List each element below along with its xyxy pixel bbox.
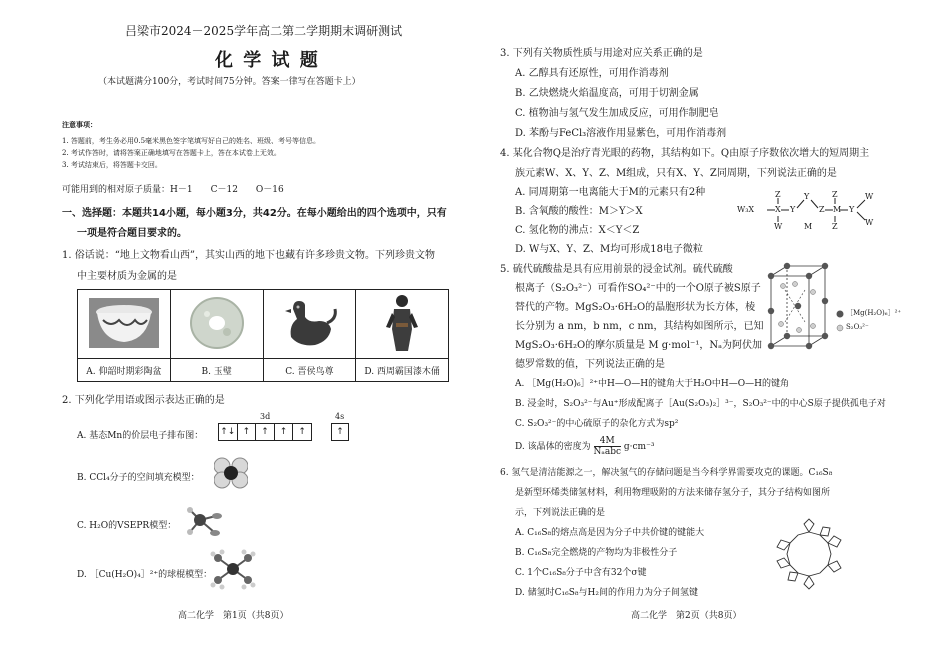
q6-stem-line1: 6. 氢气是清洁能源之一，解决氢气的存储问题是当今科学界需要攻克的课题。C₁₆S₈ (500, 468, 833, 478)
q4-y-top: Y (804, 192, 810, 201)
q5-stem-line1: 5. 硫代硫酸盐是具有应用前景的浸金试剂。硫代硫酸 (500, 264, 733, 275)
legend-mg-marker (836, 310, 844, 318)
q4-w3x: W₃X (737, 205, 755, 214)
orbital-3d-box-1: ↑↓ (219, 424, 238, 440)
q4-z-top: Z (775, 190, 781, 199)
q4-z-bottom: Z (832, 222, 838, 231)
q6-stem-line2: 是新型环烯类储氢材料，利用物理吸附的方法来储存氢分子，其分子结构如图所 (515, 488, 831, 498)
orbital-3d-diagram (218, 423, 312, 441)
q4-option-a: A. 同周期第一电离能大于M的元素只有2种 (515, 187, 706, 198)
note-1: 1. 答题前，考生务必用0.5毫米黑色签字笔填写好自己的姓名、班级、考号等信息。 (62, 137, 321, 145)
section-heading-line1: 一、选择题：本题共14小题，每小题3分，共42分。在每小题给出的四个选项中，只有 (62, 208, 447, 219)
q1-option-c-cell[interactable] (264, 290, 357, 381)
q4-y-right: Y (849, 205, 855, 214)
q2-option-c: C. H₂O的VSEPR模型： (77, 521, 177, 531)
q1-option-a-cell[interactable] (78, 290, 171, 381)
q6-option-d: D. 储氢时C₁₆S₈与H₂间的作用力为分子间氢键 (515, 588, 698, 598)
orbital-3d-box-2: ↑ (238, 424, 257, 440)
ccl4-space-filling-model (214, 456, 248, 490)
orbital-4s-box: ↑ (336, 427, 344, 437)
q5-stem-line5: MgS₂O₃·6H₂O的摩尔质量是 M g·mol⁻¹，Nₐ为阿伏加 (515, 340, 762, 351)
q5-stem-line2: 根离子（S₂O₃²⁻）可看作SO₄²⁻中的一个O原子被S原子 (515, 283, 761, 294)
orbital-4s-diagram (331, 423, 349, 441)
right-page (475, 0, 950, 650)
note-2: 2. 考试作答时，请将答案正确地填写在答题卡上，答在本试卷上无效。 (62, 149, 281, 157)
q5-stem-line6: 德罗常数的值，下列说法正确的是 (515, 359, 665, 370)
legend-mg-label: ［Mg(H₂O)₆］²⁺ (846, 309, 902, 317)
q5-density-numerator: 4M (594, 436, 622, 447)
right-page-footer: 高二化学 第2页（共8页） (631, 611, 742, 621)
notes-title: 注意事项： (62, 121, 97, 129)
exam-title: 吕梁市2024－2025学年高二第二学期期末调研测试 (125, 24, 403, 38)
jade-disc-image (187, 296, 247, 350)
atomic-masses: 可能用到的相对原子质量：H－1 C－12 O－16 (62, 185, 284, 195)
left-page-footer: 高二化学 第1页（共8页） (178, 611, 289, 621)
q4-m: M (833, 205, 842, 214)
q1-stem-line2: 中主要材质为金属的是 (77, 271, 177, 282)
q5-density-denominator: Nₐabc (593, 447, 622, 457)
q6-option-b: B. C₁₆S₈完全燃烧的产物均为非极性分子 (515, 548, 678, 558)
q3-stem: 3. 下列有关物质性质与用途对应关系正确的是 (500, 48, 703, 59)
q3-option-b: B. 乙炔燃烧火焰温度高，可用于切割金属 (515, 88, 699, 99)
q4-option-c: C. 氢化物的沸点：X＜Y＜Z (515, 225, 640, 236)
bird-vessel-image (279, 295, 339, 351)
q4-z-mid: Z (819, 205, 825, 214)
pottery-basin-image (89, 298, 159, 348)
q5-option-b: B. 浸金时，S₂O₃²⁻与Au⁺形成配离子［Au(S₂O₃)₂］³⁻，S₂O₃²⁻中的中心S原子提供孤电子对 (515, 399, 886, 409)
q4-y-left: Y (790, 205, 796, 214)
q6-stem-line3: 示，下列说法正确的是 (515, 508, 606, 518)
cu-water-ball-stick-model (210, 548, 256, 590)
q5-option-d (515, 436, 654, 457)
q1-relic-table (77, 289, 449, 382)
q2-option-b: B. CCl₄分子的空间填充模型： (77, 473, 200, 483)
legend-s2o3-marker (836, 324, 844, 332)
q1-option-b-label: B. 玉璧 (171, 358, 263, 381)
legend-s2o3-label: S₂O₃²⁻ (846, 323, 869, 331)
h2o-vsepr-model (184, 504, 224, 538)
exam-info: （本试题满分100分，考试时间75分钟。答案一律写在答题卡上） (98, 77, 361, 87)
q3-option-d: D. 苯酚与FeCl₃溶液作用显紫色，可用作消毒剂 (515, 128, 727, 139)
q1-option-a-label: A. 仰韶时期彩陶盆 (78, 358, 170, 381)
subject-title: 化 学 试 题 (215, 50, 320, 71)
q1-stem-line1: 1. 俗话说：“地上文物看山西”，其实山西的地下也藏有许多珍贵文物。下列珍贵文物 (62, 250, 435, 261)
q1-option-b-cell[interactable] (171, 290, 264, 381)
q4-option-b: B. 含氧酸的酸性：M＞Y＞X (515, 206, 643, 217)
q1-option-c-label: C. 晋侯鸟尊 (264, 358, 356, 381)
q5-stem-line3: 替代的产物。MgS₂O₃·6H₂O的晶胞形状为长方体，棱 (515, 302, 756, 313)
q3-option-c: C. 植物油与氢气发生加成反应，可用作制肥皂 (515, 108, 719, 119)
orbital-3d-label: 3d (260, 412, 271, 421)
q4-m-mid: M (804, 222, 813, 231)
q1-option-d-label: D. 西周霸国漆木俑 (356, 358, 448, 381)
orbital-3d-box-3: ↑ (256, 424, 275, 440)
q4-structure-diagram (737, 190, 887, 234)
q5-stem-line4: 长分别为 a nm，b nm，c nm，其结构如图所示，已知 (515, 321, 764, 332)
q5-option-a: A. ［Mg(H₂O)₆］²⁺中H—O—H的键角大于H₂O中H—O—H的键角 (515, 379, 790, 389)
q5-option-c: C. S₂O₃²⁻的中心硫原子的杂化方式为sp² (515, 419, 679, 429)
q4-z-top-right: Z (832, 190, 838, 199)
q5-crystal-cell-diagram (765, 262, 833, 356)
q6-option-c: C. 1个C₁₆S₈分子中含有32个σ键 (515, 568, 647, 578)
q5-option-d-prefix: D. 该晶体的密度为 (515, 442, 591, 452)
orbital-4s-label: 4s (335, 412, 345, 421)
q2-option-a: A. 基态Mn的价层电子排布图： (77, 431, 204, 441)
q4-w-right-top: W (865, 192, 874, 201)
q4-x: X (775, 205, 781, 214)
note-3: 3. 考试结束后，将答题卡交回。 (62, 161, 162, 169)
q6-option-a: A. C₁₆S₈的熔点高是因为分子中共价键的键能大 (515, 528, 705, 538)
q4-option-d: D. W与X、Y、Z、M均可形成18电子微粒 (515, 244, 703, 255)
lacquer-figurine-image (382, 293, 422, 353)
orbital-3d-box-5: ↑ (298, 427, 306, 437)
q5-density-unit: g·cm⁻³ (623, 442, 655, 452)
orbital-3d-box-4: ↑ (275, 424, 294, 440)
q2-stem: 2. 下列化学用语或图示表达正确的是 (62, 395, 225, 406)
q1-option-d-cell[interactable] (356, 290, 448, 381)
q5-density-fraction (594, 436, 622, 457)
q4-stem-line2: 族元素W、X、Y、Z、M组成，只有X、Y、Z同周期，下列说法正确的是 (515, 168, 837, 179)
q2-option-d: D. ［Cu(H₂O)₄］²⁺的球棍模型： (77, 570, 213, 580)
section-heading-line2: 一项是符合题目要求的。 (77, 228, 187, 239)
q4-w-right-bottom: W (865, 218, 874, 227)
q4-stem-line1: 4. 某化合物Q是治疗青光眼的药物，其结构如下。Q由原子序数依次增大的短周期主 (500, 148, 870, 159)
q4-w-bottom: W (774, 222, 783, 231)
c16s8-molecule-diagram (771, 518, 847, 590)
q3-option-a: A. 乙醇具有还原性，可用作消毒剂 (515, 68, 669, 79)
